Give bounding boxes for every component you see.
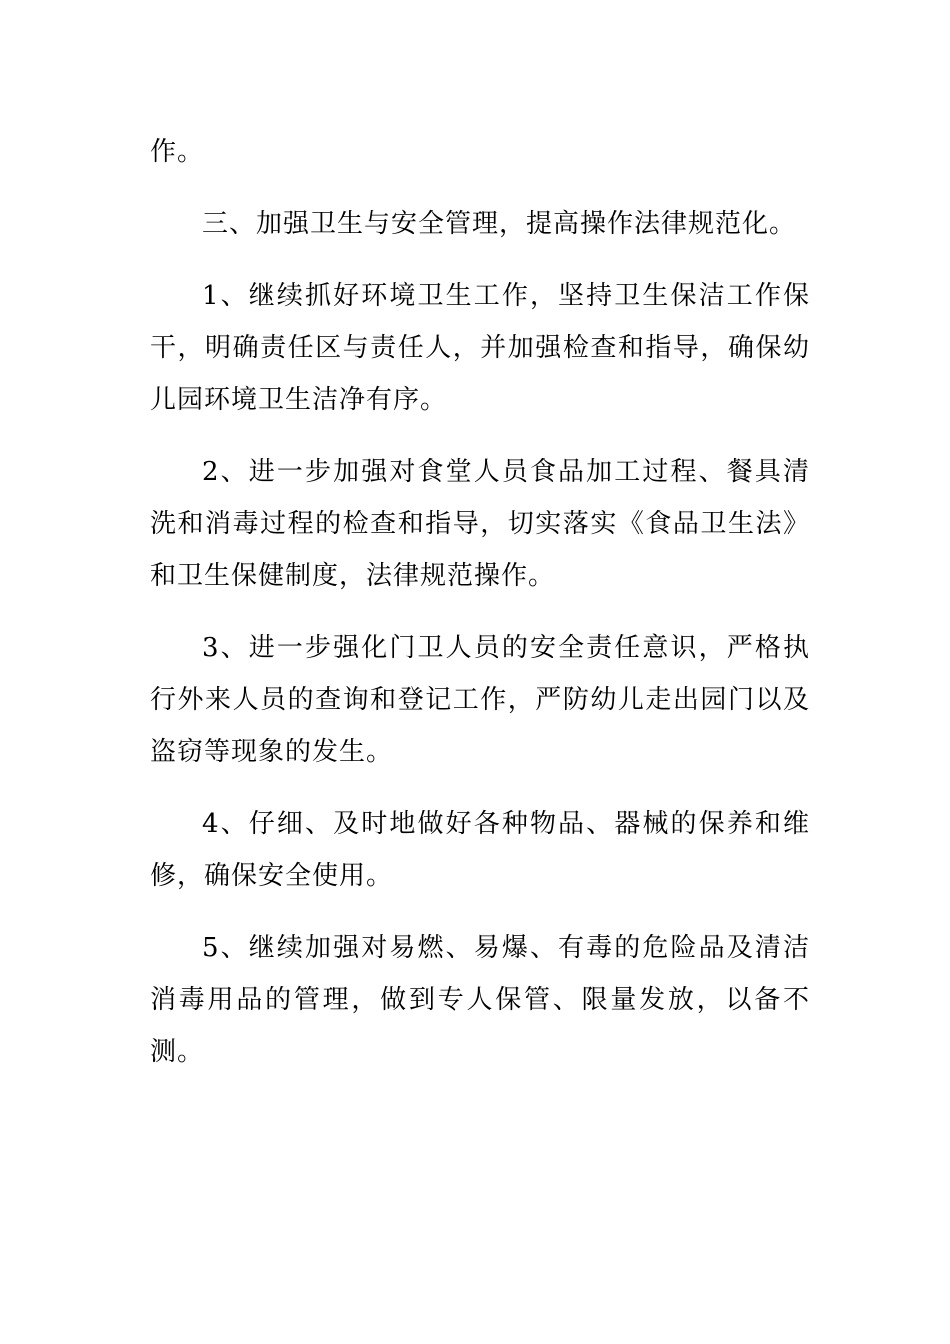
paragraph-item-3: 3、进一步强化门卫人员的安全责任意识，严格执行外来人员的查询和登记工作，严防幼儿走出园门以及盗窃等现象的发生。 (150, 633, 810, 767)
paragraph-gap (150, 426, 810, 446)
paragraph-gap (150, 778, 810, 798)
paragraph-gap (150, 902, 810, 922)
paragraph-item-5: 5、继续加强对易燃、易爆、有毒的危险品及清洁消毒用品的管理，做到专人保管、限量发放，以备不测。 (150, 933, 810, 1067)
paragraph-item-2: 2、进一步加强对食堂人员食品加工过程、餐具清洗和消毒过程的检查和指导，切实落实《食品卫生法》和卫生保健制度，法律规范操作。 (150, 457, 810, 591)
paragraph-continuation: 作。 (150, 137, 205, 167)
paragraph-item-4: 4、仔细、及时地做好各种物品、器械的保养和维修，确保安全使用。 (150, 809, 810, 891)
paragraph-gap (150, 250, 810, 270)
paragraph-gap (150, 178, 810, 198)
document-body (150, 126, 810, 1078)
paragraph-gap (150, 602, 810, 622)
section-heading-three: 三、加强卫生与安全管理，提高操作法律规范化。 (202, 209, 797, 239)
paragraph-item-1: 1、继续抓好环境卫生工作，坚持卫生保洁工作保干，明确责任区与责任人，并加强检查和指导，确保幼儿园环境卫生洁净有序。 (150, 281, 810, 415)
